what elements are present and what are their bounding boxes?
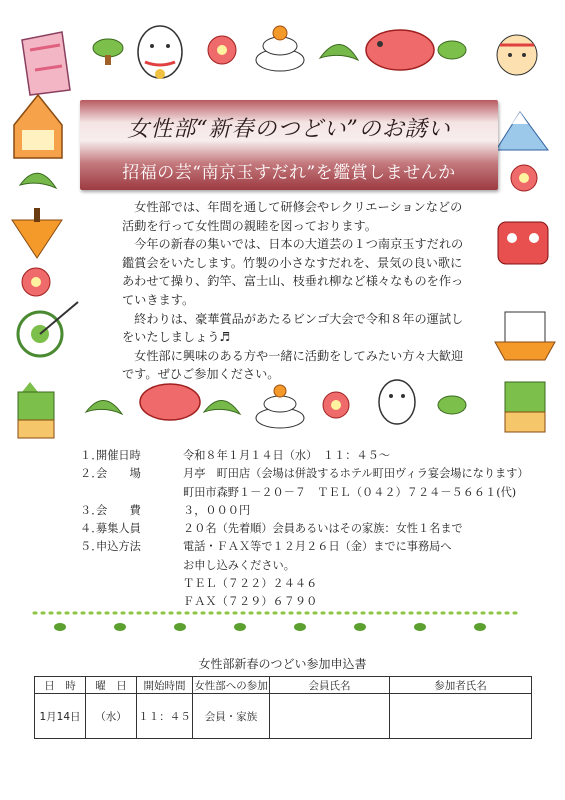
pine-icon bbox=[438, 41, 466, 59]
intro-paragraph: 女性部に興味のある方や一緒に活動をしてみたい方々大歓迎です。ぜひご参加ください。 bbox=[122, 348, 464, 382]
plum-blossom-icon bbox=[323, 392, 349, 418]
detail-row-venue-address bbox=[80, 484, 529, 502]
detail-row-datetime bbox=[80, 447, 529, 465]
detail-label: 会 場 bbox=[96, 467, 141, 481]
detail-label: 開催日時 bbox=[96, 449, 141, 462]
column-header: 開始時間 bbox=[137, 677, 193, 694]
detail-number: ３． bbox=[80, 503, 103, 517]
detail-value: ２０名（先着順）会員あるいはその家族：女性１名まで bbox=[183, 522, 463, 536]
detail-number: ５． bbox=[80, 540, 103, 554]
sea-bream-icon bbox=[140, 384, 200, 420]
detail-label: 会 費 bbox=[96, 503, 141, 517]
cell-weekday: （水） bbox=[86, 694, 137, 739]
cell-start-time: １１：４５ bbox=[137, 694, 193, 739]
detail-number: ４． bbox=[80, 522, 103, 536]
cell-date: 1月14日 bbox=[35, 694, 86, 739]
mount-fuji-icon bbox=[496, 112, 548, 150]
column-header: 曜 日 bbox=[86, 677, 137, 694]
detail-row-fax bbox=[80, 593, 529, 611]
bamboo-leaf-icon bbox=[86, 400, 122, 414]
form-title: 女性部新春のつどい参加申込書 bbox=[198, 657, 367, 671]
detail-label: 申込方法 bbox=[96, 540, 141, 554]
member-name-field[interactable] bbox=[270, 694, 390, 739]
contact-fax: ＦＡＸ（７２９）６７９０ bbox=[183, 595, 318, 609]
column-header: 参加者氏名 bbox=[390, 677, 532, 694]
detail-number: １． bbox=[80, 449, 103, 462]
lion-dance-icon bbox=[498, 222, 548, 264]
detail-number: ２． bbox=[80, 467, 103, 481]
lucky-cat-icon bbox=[379, 380, 415, 424]
intro-text bbox=[122, 198, 472, 384]
cell-participation: 会員・家族 bbox=[193, 694, 270, 739]
bamboo-leaf-icon bbox=[204, 400, 240, 414]
detail-row-venue bbox=[80, 465, 529, 483]
intro-paragraph: 終わりは、豪華賞品があたるビンゴ大会で令和８年の運試しをいたしましょう♬ bbox=[122, 311, 464, 345]
participant-name-field[interactable] bbox=[390, 694, 532, 739]
detail-row-apply bbox=[80, 538, 529, 556]
detail-row-fee bbox=[80, 502, 529, 520]
arrow-target-icon bbox=[18, 302, 78, 356]
kadomatsu-icon bbox=[505, 382, 545, 432]
detail-value: 月亭 町田店（会場は併設するホテル町田ヴィラ宴会場になります） bbox=[183, 467, 529, 481]
lucky-cat-icon bbox=[138, 26, 182, 79]
intro-paragraph: 今年の新春の集いでは、日本の大道芸の１つ南京玉すだれの鑑賞会をいたします。竹製の小さなすだれを、景気の良い歌にあわせて操り、釣竿、富士山、枝垂れ柳など様々なものを作っていきます。 bbox=[122, 237, 464, 307]
column-header: 女性部への参加 bbox=[193, 677, 270, 694]
plum-blossom-icon bbox=[208, 36, 236, 64]
detail-row-apply-2 bbox=[80, 557, 529, 575]
kadomatsu-icon bbox=[18, 382, 54, 438]
contact-tel: ＴＥＬ（７２２）２４４６ bbox=[183, 577, 318, 591]
detail-row-capacity bbox=[80, 520, 529, 538]
plum-blossom-icon bbox=[511, 165, 537, 191]
detail-value: 令和８年１月１４日（水） １１：４５～ bbox=[183, 449, 390, 462]
detail-value: 町田市森野１－２０－７ ＴＥＬ（０４２）７２４－５６６１(代) bbox=[183, 485, 517, 499]
application-form-table bbox=[34, 676, 532, 739]
child-kite-icon bbox=[497, 35, 537, 75]
intro-paragraph: 女性部では、年間を通して研修会やレクリエーションなどの活動を行って女性間の親睦を図っております。 bbox=[122, 200, 463, 233]
treasure-ship-icon bbox=[495, 312, 555, 360]
spinning-top-icon bbox=[12, 208, 62, 258]
bamboo-leaf-icon bbox=[320, 44, 358, 60]
detail-value: お申し込みください。 bbox=[183, 558, 295, 572]
page-title: 女性部“新春のつどい”のお誘い bbox=[127, 117, 451, 142]
table-row bbox=[35, 694, 532, 739]
detail-value: 電話・ＦＡＸ等で１２月２６日（金）までに事務局へ bbox=[183, 540, 452, 554]
vine-divider bbox=[34, 613, 522, 631]
column-header: 日 時 bbox=[35, 677, 86, 694]
kagami-mochi-icon bbox=[256, 26, 304, 71]
plum-blossom-icon bbox=[22, 268, 50, 296]
kagami-mochi-icon bbox=[256, 385, 304, 428]
pine-icon bbox=[93, 39, 123, 65]
detail-row-tel bbox=[80, 575, 529, 593]
pine-icon bbox=[438, 396, 466, 414]
kite-icon bbox=[22, 32, 70, 95]
ema-icon bbox=[14, 95, 62, 158]
sea-bream-icon bbox=[366, 30, 434, 70]
event-details bbox=[80, 447, 529, 612]
detail-label: 募集人員 bbox=[96, 522, 141, 536]
detail-value: ３，０００円 bbox=[183, 503, 251, 517]
bamboo-leaf-icon bbox=[20, 173, 56, 188]
table-header-row bbox=[35, 677, 532, 694]
page-subtitle: 招福の芸“南京玉すだれ”を鑑賞しませんか bbox=[122, 163, 456, 183]
title-banner bbox=[80, 100, 498, 190]
column-header: 会員氏名 bbox=[270, 677, 390, 694]
